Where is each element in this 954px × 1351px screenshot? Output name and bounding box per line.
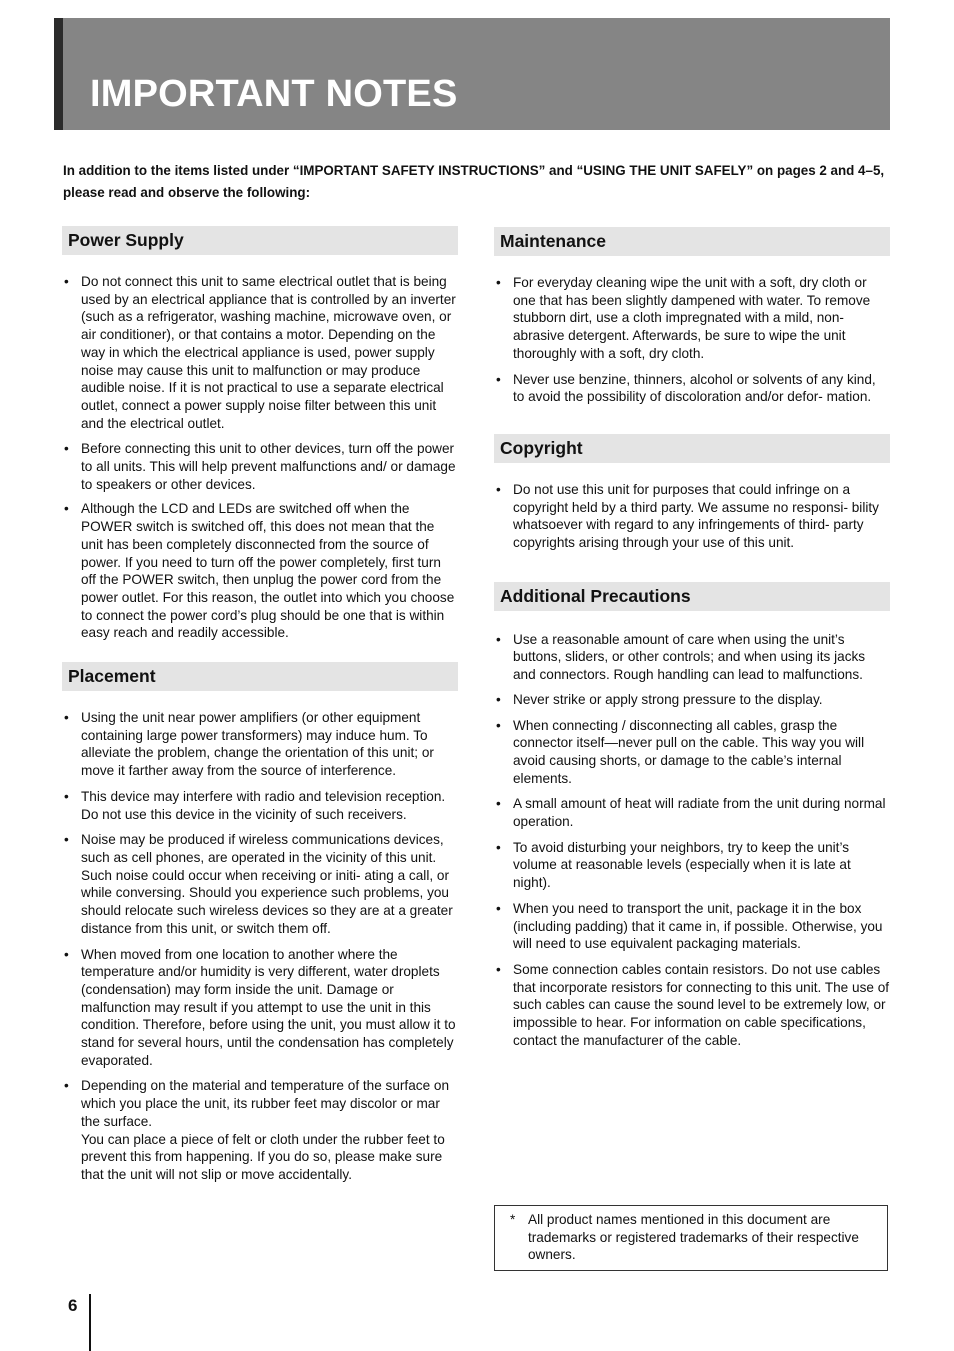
section-power-supply: [62, 226, 458, 642]
bullet-icon: •: [496, 691, 501, 707]
trademark-note-text: All product names mentioned in this document are trademarks or registered trademarks of their respective owners.: [528, 1212, 859, 1263]
bullet-icon: •: [64, 832, 69, 848]
list-copyright: [494, 481, 890, 552]
list-item: • Use a reasonable amount of care when using the unit’s buttons, sliders, or other controls; and when using its jacks and connectors. Rough handling can lead to malfunctions.: [496, 631, 866, 683]
bullet-icon: •: [496, 900, 501, 916]
footnote-marker: *: [510, 1212, 516, 1227]
bullet-icon: •: [496, 839, 501, 855]
section-heading-power-supply: Power Supply: [62, 226, 458, 255]
list-item: • Never use benzine, thinners, alcohol or solvents of any kind, to avoid the possibility of discoloration and/or defor- mation.: [496, 371, 876, 405]
list-additional-precautions: [494, 631, 890, 1050]
list-item: • Using the unit near power amplifiers (or other equipment containing large power transformers) may induce hum. To alleviate the problem, change the orientation of this unit; or move it farther away from the source of interference.: [64, 710, 434, 779]
bullet-icon: •: [64, 501, 69, 517]
list-item: • When you need to transport the unit, package it in the box (including padding) that it came in, if possible. Otherwise, you will need to use equivalent packaging materials.: [496, 900, 883, 952]
section-maintenance: [494, 227, 890, 406]
bullet-icon: •: [64, 710, 69, 726]
section-heading-placement: Placement: [62, 662, 458, 691]
list-item: • Do not use this unit for purposes that could infringe on a copyright held by a third party. We assume no responsi- bility whatsoever with regard to any infringements of third- party copyrights arising through your use of this unit.: [496, 481, 879, 551]
list-item: • This device may interfere with radio and television reception. Do not use this device in the vicinity of such receivers.: [64, 788, 446, 822]
list-item: • Never strike or apply strong pressure to the display.: [496, 691, 823, 707]
list-item: • Do not connect this unit to same electrical outlet that is being used by an electrical appliance that is controlled by an inverter (such as a refrigerator, washing machine, microwave oven, or air conditioner), or that contains a motor. Depending on the way in which the electrical appliance is used, power supply noise may cause this unit to malfunction or may produce audible noise. If it is not practical to use a separate electrical outlet, connect a power supply noise filter between this unit and the electrical outlet.: [64, 274, 456, 431]
page-title: IMPORTANT NOTES: [90, 73, 458, 115]
title-banner-accent: [54, 18, 63, 130]
bullet-icon: •: [496, 275, 501, 290]
bullet-icon: •: [64, 441, 69, 457]
bullet-icon: •: [496, 796, 501, 812]
section-placement: [62, 662, 458, 1184]
list-item: • Depending on the material and temperature of the surface on which you place the unit, its rubber feet may discolor or mar the surface. You can place a piece of felt or cloth under the rubber feet to prevent this from happening. If you do so, please make sure that the unit will not slip or move accidentally.: [64, 1078, 450, 1182]
bullet-icon: •: [64, 946, 69, 962]
page-number-rule: [89, 1294, 91, 1351]
list-item: • Some connection cables contain resistors. Do not use cables that incorporate resistors for connecting to this unit. The use of such cables can cause the sound level to be extremely low, or impossible to hear. For information on cable specifications, contact the manufacturer of the cable.: [496, 961, 890, 1048]
bullet-icon: •: [64, 274, 69, 289]
list-power-supply: [62, 273, 458, 642]
bullet-icon: •: [496, 631, 501, 647]
bullet-icon: •: [496, 371, 501, 387]
list-item: • A small amount of heat will radiate from the unit during normal operation.: [496, 796, 886, 830]
list-item: • Before connecting this unit to other devices, turn off the power to all units. This will help prevent malfunctions and/ or damage to speakers or other devices.: [64, 441, 456, 492]
left-column: [62, 226, 458, 1184]
list-item: • For everyday cleaning wipe the unit with a soft, dry cloth or one that has been slightly dampened with water. To remove stubborn dirt, use a cloth impregnated with a mild, non-abrasive detergent. Afterwards, be sure to wipe the unit thoroughly with a soft, dry cloth.: [496, 275, 871, 361]
bullet-icon: •: [64, 788, 69, 804]
list-item: • Although the LCD and LEDs are switched off when the POWER switch is switched off, this does not mean that the unit has been completely disconnected from the source of power. If you need to turn off the power completely, first turn off the POWER switch, then unplug the power cord from the power outlet. For this reason, the outlet into which you choose to connect the power cord’s plug should be one that is within easy reach and readily accessible.: [64, 501, 455, 641]
trademark-note-box: [494, 1205, 888, 1271]
right-column: [494, 227, 890, 1050]
bullet-icon: •: [496, 717, 501, 733]
list-item: • Noise may be produced if wireless communications devices, such as cell phones, are operated in the vicinity of this unit. Such noise could occur when receiving or initi- ating a call, or while conversing. Should you experience such problems, you should relocate such wireless devices so they are at a greater distance from this unit, or switch them off.: [64, 832, 453, 936]
list-item: • When moved from one location to another where the temperature and/or humidity is very different, water droplets (condensation) may form inside the unit. Damage or malfunction may result if you attempt to use the unit in this condition. Therefore, before using the unit, you must allow it to stand for several hours, until the condensation has completely evaporated.: [64, 946, 456, 1068]
list-item: • To avoid disturbing your neighbors, try to keep the unit’s volume at reasonable levels (especially when it is late at night).: [496, 839, 851, 891]
list-item: • When connecting / disconnecting all cables, grasp the connector itself—never pull on the cable. This way you will avoid causing shorts, or damage to the cable’s internal elements.: [496, 717, 865, 786]
bullet-icon: •: [64, 1078, 69, 1094]
list-maintenance: [494, 274, 890, 406]
section-heading-additional-precautions: Additional Precautions: [494, 582, 890, 611]
section-additional-precautions: [494, 582, 890, 1050]
bullet-icon: •: [496, 961, 501, 977]
intro-paragraph: In addition to the items listed under “IMPORTANT SAFETY INSTRUCTIONS” and “USING THE UNIT SAFELY” on pages 2 and 4–5, please read and observe the following:: [63, 163, 885, 200]
section-heading-maintenance: Maintenance: [494, 227, 890, 256]
page-number: 6: [68, 1296, 78, 1315]
list-placement: [62, 709, 458, 1184]
section-heading-copyright: Copyright: [494, 434, 890, 463]
section-copyright: [494, 434, 890, 552]
bullet-icon: •: [496, 481, 501, 497]
